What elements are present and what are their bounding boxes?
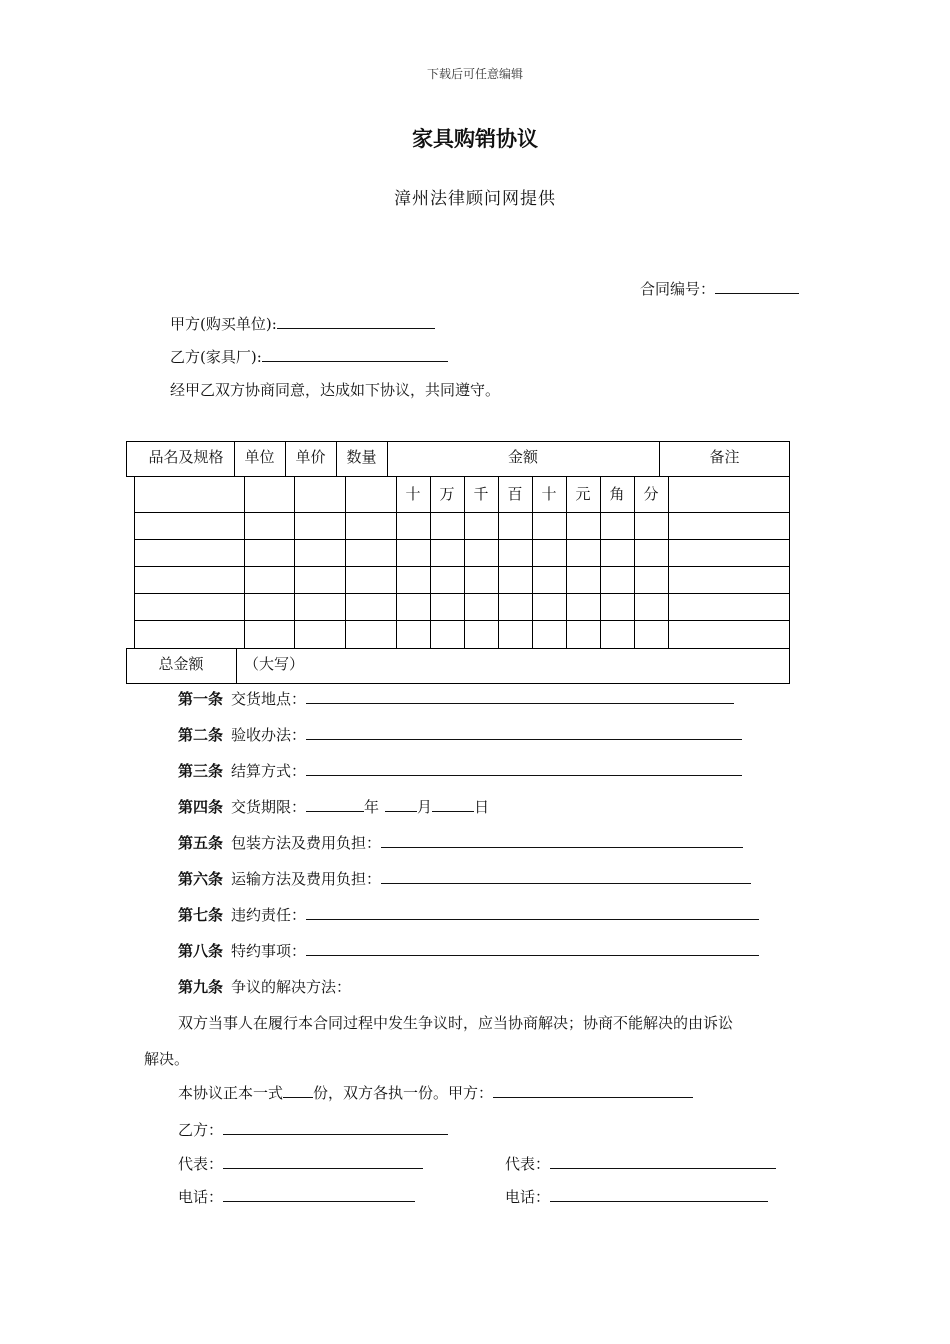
article-text: 争议的解决方法： [231,978,352,996]
header-quantity: 数量 [346,448,377,466]
article-2[interactable] [178,724,742,745]
article-text: 交货期限： [231,798,307,816]
header-remarks: 备注 [709,448,740,466]
phone-label: 电话： [505,1188,551,1206]
header-name-spec: 品名及规格 [148,448,224,466]
article-number: 第七条 [178,906,224,924]
day-unit: 日 [474,798,490,816]
digit-ten: 十 [541,485,557,503]
party-b-rep-field[interactable] [505,1153,776,1174]
dispute-text-line-2: 解决。 [144,1050,190,1068]
article-text: 验收办法： [231,726,307,744]
copies-text-b: 份，双方各执一份。甲方： [313,1084,494,1102]
article-text: 违约责任： [231,906,307,924]
header-unit: 单位 [244,448,275,466]
party-b-phone-field[interactable] [505,1186,768,1207]
article-text: 特约事项： [231,942,307,960]
article-7[interactable] [178,904,759,925]
contract-number-label: 合同编号： [640,280,716,298]
article-number: 第六条 [178,870,224,888]
article-text: 运输方法及费用负担： [231,870,382,888]
header-unit-price: 单价 [295,448,326,466]
subtitle: 漳州法律顾问网提供 [394,189,556,209]
digit-hundred: 百 [507,485,523,503]
article-text: 结算方式： [231,762,307,780]
digit-jiao: 角 [609,485,625,503]
article-number: 第八条 [178,942,224,960]
article-text: 包装方法及费用负担： [231,834,382,852]
article-number: 第四条 [178,798,224,816]
article-6[interactable] [178,868,751,889]
contract-number-field[interactable] [640,278,799,299]
digit-ten-thousand: 万 [439,485,455,503]
digit-thousand: 千 [473,485,489,503]
party-a-field[interactable] [170,313,435,334]
phone-label: 电话： [178,1188,224,1206]
year-unit: 年 [364,798,380,816]
party-b-sign-field[interactable] [178,1119,448,1140]
goods-table [126,441,790,684]
rep-label: 代表： [178,1155,224,1173]
intro-text: 经甲乙双方协商同意，达成如下协议，共同遵守。 [170,381,501,399]
article-text: 交货地点： [231,690,307,708]
total-amount-uppercase: （大写） [244,655,305,673]
rep-label: 代表： [505,1155,551,1173]
article-5[interactable] [178,832,743,853]
header-amount: 金额 [507,448,538,466]
dispute-text-line-1: 双方当事人在履行本合同过程中发生争议时，应当协商解决；协商不能解决的由诉讼 [178,1014,734,1032]
digit-ten-thousands-ten: 十 [405,485,421,503]
party-b-field[interactable] [170,346,448,367]
party-b-label: 乙方(家具厂): [170,348,262,366]
month-unit: 月 [417,798,433,816]
party-b-sign-label: 乙方： [178,1121,224,1139]
party-a-label: 甲方(购买单位): [170,315,277,333]
digit-yuan: 元 [575,485,591,503]
total-amount-label: 总金额 [158,655,204,673]
copies-line[interactable] [178,1082,693,1103]
article-3[interactable] [178,760,742,781]
article-number: 第二条 [178,726,224,744]
article-1[interactable] [178,688,734,709]
header-note: 下载后可任意编辑 [426,67,523,81]
party-a-phone-field[interactable] [178,1186,415,1207]
article-9 [178,976,351,997]
page-title: 家具购销协议 [412,127,538,151]
copies-text-a: 本协议正本一式 [178,1084,284,1102]
article-4[interactable] [178,796,489,817]
article-number: 第一条 [178,690,224,708]
article-number: 第五条 [178,834,224,852]
digit-fen: 分 [643,485,659,503]
article-number: 第九条 [178,978,224,996]
party-a-rep-field[interactable] [178,1153,423,1174]
article-number: 第三条 [178,762,224,780]
article-8[interactable] [178,940,759,961]
